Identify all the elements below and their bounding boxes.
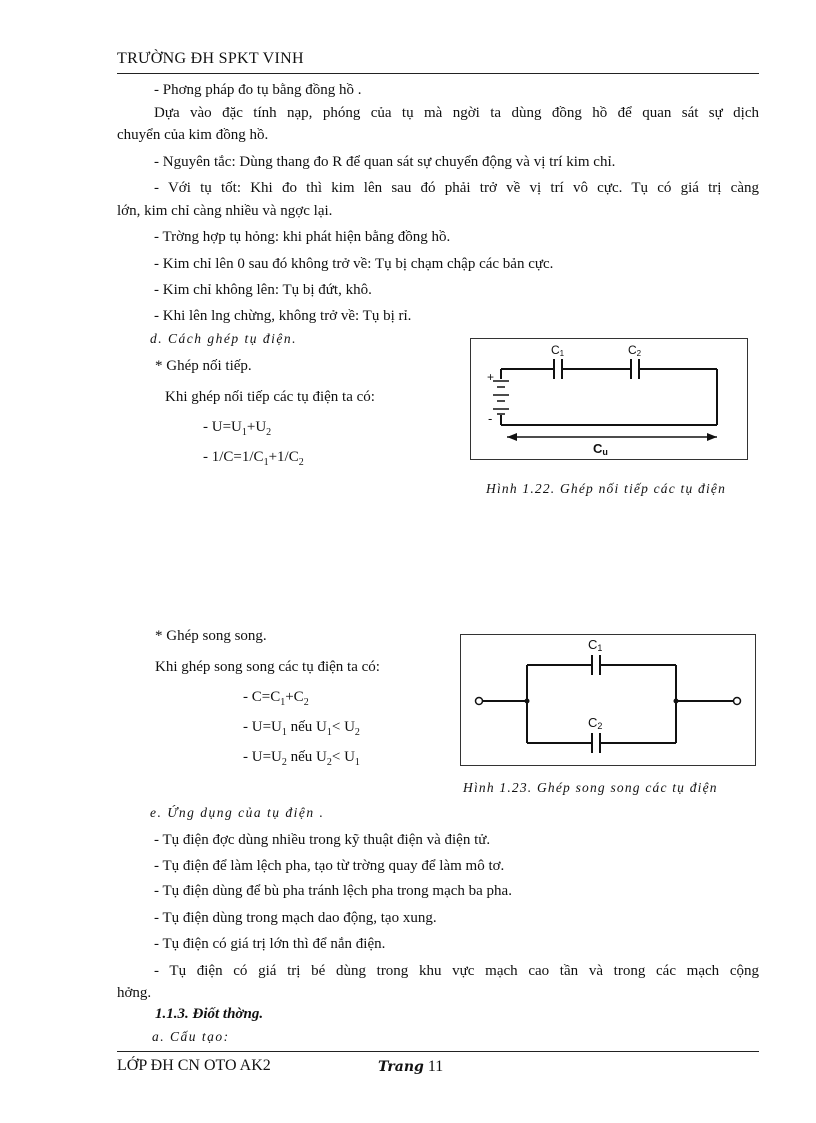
series-circuit-diagram [470,338,748,460]
formula: - $U=U_2$ nếu $U_2< U_1$ [243,749,360,768]
figure-caption: Hình 1.22. Ghép nối tiếp các tụ điện [486,481,727,496]
header-title: TRƯỜNG ĐH SPKT VINH [117,50,304,67]
text-line: - Tụ điện có giá trị bé dùng trong khu vực mạch cao tần và trong các mạch cộng [154,963,759,979]
sub-heading: a. Cấu tạo: [152,1029,230,1044]
series-intro: Khi ghép nối tiếp các tụ điện ta có: [165,389,375,405]
footer-class: LỚP ĐH CN OTO AK2 [117,1057,271,1074]
text-line: - Nguyên tắc: Dùng thang đo R để quan sát sự chuyển động và vị trí kim chỉ. [154,154,616,170]
text-line: - Khi lên lng chừng, không trở về: Tụ bị rỉ. [154,308,412,324]
series-title: * Ghép nối tiếp. [155,358,252,374]
parallel-title: * Ghép song song. [155,628,267,644]
parallel-intro: Khi ghép song song các tụ điện ta có: [155,659,380,675]
plus-label: + [487,370,495,384]
text-line: - Kim chỉ lên 0 sau đó không trở về: Tụ bị chạm chập các bản cực. [154,256,554,272]
parallel-circuit-svg [461,635,755,765]
text-line: - Tụ điện để làm lệch pha, tạo từ trờng quay để làm mô tơ. [154,858,505,874]
formula: - $1/C=1/C_1+1/C_2$ [203,449,304,468]
text-line: - Tụ điện đợc dùng nhiều trong kỹ thuật điện và điện tử. [154,832,491,848]
c2-label: C2 [628,343,642,358]
text-line: - Với tụ tốt: Khi đo thì kim lên sau đó phải trở về vị trí vô cực. Tụ có giá trị càng [154,180,759,196]
c1-label: C1 [551,343,565,358]
text-line: - Tụ điện có giá trị lớn thì để nắn điện. [154,936,386,952]
formula: - $U=U_1+U_2$ [203,419,272,438]
text-line: chuyển của kim đồng hồ. [117,127,269,143]
formula: - $C=C_1+C_2$ [243,689,309,708]
page-number: Trang 11 [378,1058,444,1075]
text-line: lớn, kim chỉ càng nhiều và ngợc lại. [117,203,333,219]
c2-label: C2 [588,715,603,731]
text-line: - Trờng hợp tụ hỏng: khi phát hiện bằng đồng hồ. [154,229,451,245]
section-heading: d. Cách ghép tụ điện. [150,331,297,346]
text-line: - Phơng pháp đo tụ bằng đồng hồ . [154,82,362,98]
series-circuit-svg [471,339,747,459]
text-line: Dựa vào đặc tính nạp, phóng của tụ mà ngời ta dùng đồng hồ để quan sát sự dịch [154,105,759,121]
section-heading: 1.1.3. Điốt thờng. [155,1006,264,1022]
c1-label: C1 [588,637,603,653]
text-line: - Tụ điện dùng trong mạch dao động, tạo xung. [154,910,437,926]
text-line: hởng. [117,985,152,1001]
header-rule [117,73,759,74]
minus-label: - [488,411,493,426]
section-heading: e. Ứng dụng của tụ điện . [150,805,325,820]
parallel-circuit-diagram [460,634,756,766]
figure-caption: Hình 1.23. Ghép song song các tụ điện [463,780,718,795]
cu-label: Cu [593,441,608,457]
formula: - $U=U_1$ nếu $U_1< U_2$ [243,719,360,738]
text-line: - Tụ điện dùng để bù pha tránh lệch pha trong mạch ba pha. [154,883,512,899]
footer-rule [117,1051,759,1052]
text-line: - Kim chỉ không lên: Tụ bị đứt, khô. [154,282,372,298]
